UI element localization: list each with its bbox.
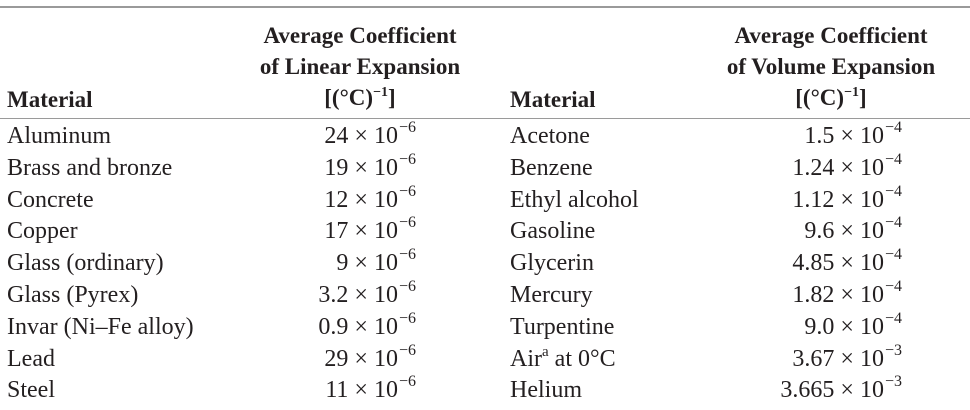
coefficient-mantissa: 9 (336, 250, 349, 277)
coefficient-mantissa: 3.67 (792, 345, 835, 372)
coefficient-exponent: −3 (884, 373, 902, 391)
header-linear-coefficient (220, 20, 500, 117)
header-volume-line1: Average Coefficient (734, 23, 928, 48)
header-material-right-text: Material (510, 87, 596, 112)
material-name-suffix: at 0°C (548, 345, 616, 372)
material-name (510, 155, 593, 181)
coefficient-mantissa: 29 (324, 345, 349, 372)
coefficient-exponent: −4 (884, 150, 902, 168)
linear-material-cell (7, 248, 194, 280)
material-name-text: Concrete (7, 186, 94, 213)
material-name-text: Copper (7, 218, 78, 245)
material-name (7, 282, 138, 308)
coefficient-value (804, 309, 902, 346)
coefficient-exponent: −6 (398, 182, 416, 200)
times-symbol: × (348, 345, 374, 372)
coefficient-value (336, 248, 416, 282)
linear-material-cell (7, 280, 194, 312)
header-linear-unit-close: ] (388, 85, 396, 110)
coefficient-mantissa: 4.85 (792, 250, 835, 277)
linear-material-cell (7, 344, 194, 376)
coefficient-base: 10 (373, 313, 398, 340)
material-name (7, 218, 78, 244)
material-name (7, 187, 94, 213)
material-name-text: Lead (7, 345, 55, 372)
times-symbol: × (834, 377, 860, 404)
coefficient-exponent: −6 (398, 341, 416, 359)
linear-coefficient-cell (230, 182, 416, 217)
coefficient-base: 10 (859, 313, 884, 340)
linear-coefficient-cell (230, 375, 416, 407)
coefficient-mantissa: 24 (324, 123, 349, 149)
coefficient-base: 10 (373, 154, 398, 181)
volume-coefficient-cell (690, 341, 902, 376)
coefficient-exponent: −3 (884, 341, 902, 359)
material-name-text: Mercury (510, 281, 593, 308)
material-footnote-marker: a (542, 343, 549, 360)
coefficient-exponent: −6 (398, 214, 416, 232)
linear-material-cell (7, 121, 194, 153)
volume-material-cell (510, 375, 639, 407)
coefficient-mantissa: 12 (324, 186, 349, 213)
coefficient-base: 10 (373, 218, 398, 245)
coefficient-exponent: −6 (398, 309, 416, 327)
coefficient-mantissa: 9.0 (804, 313, 835, 340)
coefficient-exponent: −4 (884, 246, 902, 264)
volume-coefficient-cell (690, 248, 902, 280)
material-name-text: Steel (7, 377, 55, 404)
coefficient-mantissa: 1.12 (792, 186, 835, 213)
coefficient-exponent: −4 (884, 182, 902, 200)
material-name-text: Brass and bronze (7, 154, 173, 181)
header-material-left-text: Material (7, 87, 93, 112)
material-name (7, 377, 55, 403)
volume-coefficient-cell (690, 216, 902, 248)
coefficient-exponent: −6 (398, 150, 416, 168)
material-name-text: Gasoline (510, 218, 596, 245)
coefficient-exponent: −4 (884, 214, 902, 232)
material-name (510, 123, 590, 149)
material-name-text: Benzene (510, 154, 593, 181)
material-name (7, 155, 172, 181)
coefficient-base: 10 (859, 250, 884, 277)
linear-material-cell (7, 312, 194, 344)
linear-material-cell (7, 185, 194, 217)
coefficient-exponent: −4 (884, 309, 902, 327)
times-symbol: × (348, 154, 374, 181)
coefficient-mantissa: 3.2 (318, 281, 349, 308)
times-symbol: × (834, 250, 860, 277)
volume-material-cell (510, 248, 639, 280)
times-symbol: × (348, 377, 374, 404)
header-linear-line2: of Linear Expansion (259, 54, 461, 79)
coefficient-base: 10 (859, 154, 884, 181)
coefficient-exponent: −4 (884, 277, 902, 295)
coefficient-mantissa: 11 (325, 377, 349, 404)
volume-material-cell (510, 344, 639, 376)
volume-coefficient-column (690, 121, 902, 407)
header-material-right (510, 84, 596, 115)
coefficient-value (780, 375, 902, 409)
header-linear-unit (220, 82, 500, 117)
linear-coefficient-cell (230, 150, 416, 185)
times-symbol: × (834, 281, 860, 308)
times-symbol: × (834, 186, 860, 213)
coefficient-base: 10 (859, 281, 884, 308)
coefficient-base: 10 (373, 377, 398, 404)
linear-coefficient-cell (230, 216, 416, 248)
material-name (510, 218, 595, 244)
volume-material-cell (510, 216, 639, 248)
coefficient-value (318, 309, 416, 346)
coefficient-value (324, 121, 416, 155)
header-material-left (7, 84, 93, 115)
coefficient-mantissa: 3.665 (780, 377, 835, 404)
linear-coefficient-cell (230, 309, 416, 344)
coefficient-mantissa: 17 (324, 218, 349, 245)
coefficient-value (324, 150, 416, 187)
coefficient-base: 10 (373, 250, 398, 277)
coefficient-value (792, 248, 902, 282)
header-volume-unit-close: ] (859, 85, 867, 110)
coefficient-value (325, 375, 416, 409)
header-volume-unit (700, 82, 962, 117)
material-name-text: Helium (510, 377, 582, 404)
material-name-text: Turpentine (510, 313, 615, 340)
times-symbol: × (348, 218, 374, 245)
linear-coefficient-cell (230, 248, 416, 280)
material-name (510, 377, 582, 403)
coefficient-exponent: −6 (398, 277, 416, 295)
volume-coefficient-cell (690, 375, 902, 407)
linear-coefficient-cell (230, 121, 416, 153)
material-name (7, 314, 194, 340)
coefficient-value (792, 150, 902, 187)
coefficient-exponent: −6 (398, 246, 416, 264)
header-volume-unit-exp: −1 (844, 85, 860, 100)
material-name-text: Ethyl alcohol (510, 186, 639, 213)
coefficient-base: 10 (859, 377, 884, 404)
linear-coefficient-cell (230, 341, 416, 376)
linear-coefficient-column (230, 121, 416, 407)
volume-material-cell (510, 312, 639, 344)
volume-coefficient-cell (690, 309, 902, 344)
linear-coefficient-cell (230, 277, 416, 312)
volume-coefficient-cell (690, 150, 902, 185)
times-symbol: × (348, 186, 374, 213)
volume-material-cell (510, 280, 639, 312)
volume-coefficient-cell (690, 277, 902, 312)
material-name (7, 346, 55, 372)
linear-material-cell (7, 375, 194, 407)
material-name-text: Aluminum (7, 123, 112, 149)
header-volume-line2: of Volume Expansion (726, 54, 936, 79)
volume-coefficient-cell (690, 121, 902, 153)
header-bottom-rule (0, 118, 970, 119)
volume-material-column (510, 121, 639, 407)
coefficient-base: 10 (373, 186, 398, 213)
times-symbol: × (348, 313, 374, 340)
coefficient-exponent: −6 (398, 373, 416, 391)
coefficient-mantissa: 1.24 (792, 154, 835, 181)
header-volume-coefficient (700, 20, 962, 117)
times-symbol: × (348, 250, 374, 277)
coefficient-base: 10 (859, 345, 884, 372)
coefficient-base: 10 (373, 281, 398, 308)
header-volume-unit-base: [(°C) (795, 85, 845, 110)
coefficient-value (804, 121, 902, 155)
material-name (510, 250, 594, 276)
coefficient-mantissa: 19 (324, 154, 349, 181)
coefficient-value (792, 277, 902, 314)
times-symbol: × (348, 123, 374, 149)
times-symbol: × (834, 123, 860, 149)
material-name-text: Glass (ordinary) (7, 250, 164, 277)
volume-material-cell (510, 185, 639, 217)
volume-coefficient-cell (690, 182, 902, 217)
material-name (7, 123, 111, 149)
coefficient-mantissa: 1.82 (792, 281, 835, 308)
times-symbol: × (834, 345, 860, 372)
material-name (7, 250, 164, 276)
material-name (510, 187, 639, 213)
times-symbol: × (834, 218, 860, 245)
coefficient-mantissa: 0.9 (318, 313, 349, 340)
material-name (510, 282, 593, 308)
coefficient-mantissa: 9.6 (804, 218, 835, 245)
linear-material-cell (7, 216, 194, 248)
header-linear-unit-exp: −1 (373, 85, 389, 100)
coefficient-mantissa: 1.5 (804, 123, 835, 149)
material-name (510, 314, 614, 340)
header-linear-line1: Average Coefficient (263, 23, 457, 48)
linear-material-column (7, 121, 194, 407)
header-linear-unit-base: [(°C) (324, 85, 374, 110)
material-name-text: Glycerin (510, 250, 594, 277)
times-symbol: × (834, 313, 860, 340)
material-name-text: Air (510, 345, 542, 372)
material-name-text: Glass (Pyrex) (7, 281, 139, 308)
material-name-text: Acetone (510, 123, 590, 149)
material-name-text: Invar (Ni–Fe alloy) (7, 313, 194, 340)
linear-material-cell (7, 153, 194, 185)
coefficient-base: 10 (373, 345, 398, 372)
times-symbol: × (834, 154, 860, 181)
coefficient-base: 10 (859, 123, 884, 149)
times-symbol: × (348, 281, 374, 308)
volume-material-cell (510, 153, 639, 185)
coefficient-exponent: −6 (398, 119, 416, 136)
coefficient-base: 10 (859, 218, 884, 245)
coefficient-base: 10 (859, 186, 884, 213)
material-name (510, 343, 616, 372)
coefficient-base: 10 (373, 123, 398, 149)
volume-material-cell (510, 121, 639, 153)
coefficient-exponent: −4 (884, 119, 902, 136)
coefficient-value (318, 277, 416, 314)
table-top-rule (0, 6, 970, 8)
